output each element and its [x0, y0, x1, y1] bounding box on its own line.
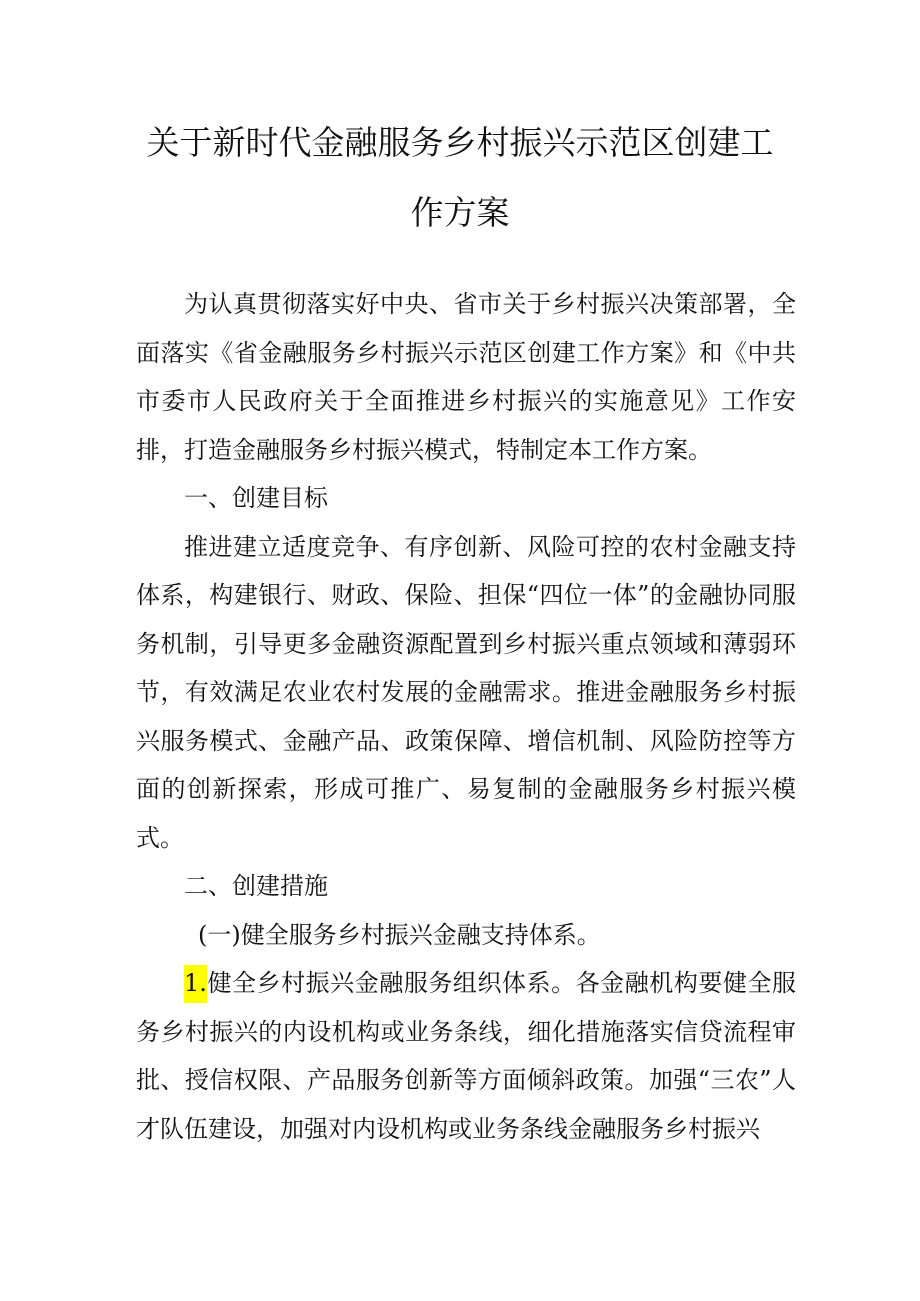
document-body	[136, 280, 796, 1153]
title-line-1: 关于新时代金融服务乡村振兴示范区创建工	[146, 123, 774, 162]
section-1-paragraph: 推进建立适度竞争、有序创新、风险可控的农村金融支持体系，构建银行、财政、保险、担保“四位一体”的金融协同服务机制，引导更多金融资源配置到乡村振兴重点领域和薄弱环节，有效满足农业农村发展的金融需求。推进金融服务乡村振兴服务模式、金融产品、政策保障、增信机制、风险防控等方面的创新探索，形成可推广、易复制的金融服务乡村振兴模式。	[136, 532, 796, 852]
item-1-number-highlight: 1.	[184, 965, 207, 1003]
section-2-heading: 二、创建措施	[184, 872, 328, 900]
document-title	[110, 108, 810, 248]
intro-paragraph: 为认真贯彻落实好中央、省市关于乡村振兴决策部署，全面落实《省金融服务乡村振兴示范区创建工作方案》和《中共市委市人民政府关于全面推进乡村振兴的实施意见》工作安排，打造金融服务乡村振兴模式，特制定本工作方案。	[136, 290, 796, 464]
title-line-2: 作方案	[410, 193, 510, 232]
subsection-1-heading: (一)健全服务乡村振兴金融支持体系。	[198, 920, 601, 949]
section-1-heading: 一、创建目标	[184, 484, 328, 512]
item-1-text: 健全乡村振兴金融服务组织体系。各金融机构要健全服务乡村振兴的内设机构或业务条线，细化措施落实信贷流程审批、授信权限、产品服务创新等方面倾斜政策。加强“三农”人才队伍建设，加强对内设机构或业务条线金融服务乡村振兴	[136, 969, 796, 1143]
item-1-paragraph	[136, 959, 796, 1153]
